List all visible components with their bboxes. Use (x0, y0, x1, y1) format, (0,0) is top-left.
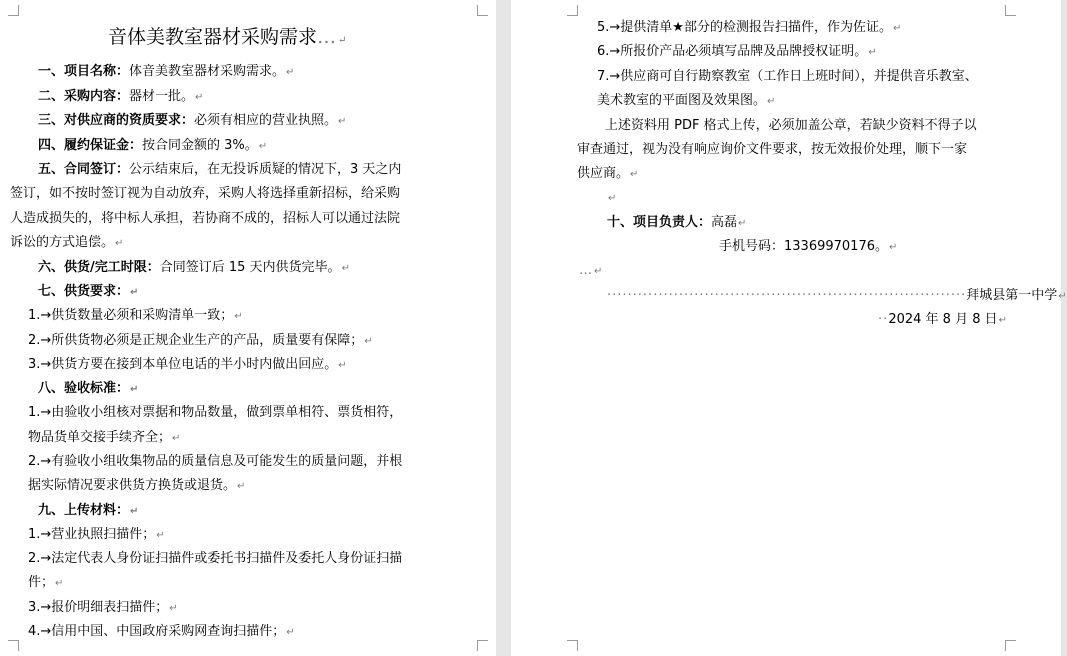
line-text: 1.→供货数量必须和采购清单一致； (28, 308, 234, 323)
delivery-requirement-3[interactable] (28, 353, 347, 378)
document-title[interactable] (108, 22, 346, 56)
document-page-left[interactable] (0, 0, 496, 656)
upload-material-1[interactable] (28, 523, 165, 548)
paragraph-mark-icon: ↵ (767, 96, 776, 107)
document-page-right[interactable] (511, 0, 1067, 656)
line-text: 4.→信用中国、中国政府采购网查询扫描件； (28, 624, 286, 639)
section-heading-upload-materials[interactable] (38, 499, 138, 524)
line-text: 5.→提供清单★部分的检测报告扫描件，作为佐证。 (597, 20, 892, 35)
upload-material-2-cont[interactable] (28, 571, 63, 596)
tab-leader: ·· (878, 312, 889, 327)
paragraph-mark-icon: ↵ (130, 384, 139, 395)
item-performance-bond[interactable] (38, 134, 267, 159)
upload-material-7-cont[interactable] (597, 89, 775, 114)
paragraph-mark-icon: ↵ (286, 67, 295, 78)
paragraph-mark-icon: ↵ (169, 603, 178, 614)
section-heading-acceptance-criteria[interactable] (38, 377, 138, 402)
paragraph-mark-icon: ↵ (286, 627, 295, 638)
paragraph-mark-icon: ↵ (341, 263, 350, 274)
delivery-requirement-1[interactable] (28, 304, 243, 329)
margin-marker-top-left (567, 5, 578, 16)
acceptance-criterion-2[interactable]: 2.→有验收小组收集物品的质量信息及可能发生的质量问题，并根 (28, 454, 403, 469)
paragraph-mark-icon: ↵ (868, 47, 877, 58)
upload-material-3[interactable] (28, 596, 178, 621)
org-text: 拜城县第一中学 (966, 288, 1058, 303)
paragraph-mark-icon: ↵ (234, 311, 243, 322)
paragraph-mark-icon: ↵ (338, 360, 347, 371)
acceptance-criterion-2-cont[interactable] (28, 474, 245, 499)
paragraph-mark-icon: ↵ (130, 506, 139, 517)
line-text: 1.→营业执照扫描件； (28, 527, 156, 542)
paragraph-mark-icon: ↵ (998, 315, 1007, 326)
upload-note-line-1[interactable]: 上述资料用 PDF 格式上传，必须加盖公章，若缺少资料不得子以 (605, 118, 977, 133)
empty-paragraph[interactable] (607, 186, 616, 211)
upload-material-5[interactable] (597, 16, 901, 41)
item-supplier-qualification[interactable] (38, 109, 346, 134)
dots-text: … (579, 263, 593, 278)
line-text: 手机号码：13369970176。 (719, 239, 888, 254)
item-heading: 三、对供应商的资质要求： (38, 113, 195, 128)
paragraph-mark-icon: ↵ (1058, 291, 1067, 302)
item-project-name[interactable] (38, 60, 294, 85)
item-heading: 一、项目名称： (38, 64, 130, 79)
item-text: 高磊 (711, 215, 738, 230)
item-text: 按合同金额的 3%。 (142, 138, 258, 153)
paragraph-mark-icon: ↵ (888, 242, 898, 253)
paragraph-mark-icon: ↵ (338, 116, 347, 127)
line-text: 3.→报价明细表扫描件； (28, 600, 169, 615)
heading-text: 九、上传材料： (38, 503, 130, 518)
item-text: 必须有相应的营业执照。 (194, 113, 338, 128)
heading-text: 八、验收标准： (38, 381, 130, 396)
item-text: 合同签订后 15 天内供货完毕。 (159, 260, 341, 275)
contract-signing-line-2[interactable]: 签订，如不按时签订视为自动放弃，采购人将选择重新招标，给采购 (10, 186, 401, 201)
line-text: 2.→所供货物必须是正规企业生产的产品，质量要有保障； (28, 333, 364, 348)
margin-marker-bottom-right (477, 640, 488, 651)
item-text: 公示结束后，在无投诉质疑的情况下，3 天之内 (129, 162, 402, 177)
delivery-requirement-2[interactable] (28, 329, 373, 354)
line-text: 供应商。 (577, 166, 630, 181)
line-text: 据实际情况要求供货方换货或退货。 (28, 478, 237, 493)
margin-marker-bottom-right (1005, 640, 1016, 651)
margin-marker-bottom-left (8, 640, 19, 651)
paragraph-mark-icon: ↵ (55, 578, 64, 589)
date-text: 2024 年 8 月 8 日 (888, 312, 998, 327)
item-heading: 十、项目负责人： (607, 215, 712, 230)
line-text: 6.→所报价产品必须填写品牌及品牌授权证明。 (597, 44, 868, 59)
line-text: 诉讼的方式追偿。 (10, 235, 115, 250)
item-heading: 六、供货/完工时限： (38, 260, 160, 275)
upload-note-line-3[interactable] (577, 162, 638, 187)
item-heading: 四、履约保证金： (38, 138, 143, 153)
margin-marker-top-right (477, 5, 488, 16)
page-gap (496, 0, 511, 656)
paragraph-mark-icon: ↵ (364, 336, 373, 347)
contact-phone[interactable] (719, 235, 897, 260)
margin-marker-top-left (8, 5, 19, 16)
item-text: 体音美教室器材采购需求。 (129, 64, 286, 79)
upload-material-6[interactable] (597, 40, 877, 65)
paragraph-mark-icon: ↵ (172, 433, 181, 444)
acceptance-criterion-1-cont[interactable] (28, 426, 180, 451)
paragraph-mark-icon: ↵ (892, 23, 902, 34)
upload-note-line-2[interactable]: 审查通过，视为没有响应询价文件要求，按无效报价处理，顺下一家 (577, 142, 968, 157)
item-procurement-content[interactable] (38, 85, 203, 110)
title-trail: … (317, 26, 338, 48)
paragraph-mark-icon: ↵ (630, 169, 639, 180)
item-heading: 二、采购内容： (38, 89, 130, 104)
line-text: 3.→供货方要在接到本单位电话的半小时内做出回应。 (28, 357, 338, 372)
title-text: 音体美教室器材采购需求 (108, 26, 318, 48)
paragraph-mark-icon: ↵ (258, 141, 268, 152)
tab-leader: ······································································ (607, 288, 967, 303)
paragraph-mark-icon: ↵ (338, 35, 347, 46)
upload-material-2[interactable]: 2.→法定代表人身份证扫描件或委托书扫描件及委托人身份证扫描 (28, 551, 403, 566)
margin-marker-top-right (1005, 5, 1016, 16)
paragraph-mark-icon: ↵ (608, 193, 617, 204)
contract-signing-line-3[interactable]: 人造成损失的，将中标人承担，若协商不成的，招标人可以通过法院 (10, 211, 401, 226)
acceptance-criterion-1[interactable]: 1.→由验收小组核对票据和物品数量，做到票单相符、票货相符， (28, 405, 403, 420)
empty-dotted-paragraph[interactable] (579, 259, 603, 284)
paragraph-mark-icon: ↵ (156, 530, 165, 541)
paragraph-mark-icon: ↵ (195, 92, 204, 103)
heading-text: 七、供货要求： (38, 284, 130, 299)
line-text: 物品货单交接手续齐全； (28, 430, 172, 445)
item-text: 器材一批。 (129, 89, 195, 104)
signature-date[interactable] (607, 308, 1007, 333)
paragraph-mark-icon: ↵ (237, 481, 246, 492)
section-heading-delivery-requirements[interactable] (38, 280, 138, 305)
signature-organization[interactable] (607, 284, 1067, 309)
paragraph-mark-icon: ↵ (594, 266, 604, 277)
item-project-lead[interactable] (607, 211, 746, 236)
item-contract-signing[interactable] (38, 158, 401, 182)
paragraph-mark-icon: ↵ (130, 287, 139, 298)
item-heading: 五、合同签订： (38, 162, 130, 177)
line-text: 件； (28, 575, 55, 590)
item-delivery-deadline[interactable] (38, 256, 350, 281)
line-text: 美术教室的平面图及效果图。 (597, 93, 767, 108)
paragraph-mark-icon: ↵ (115, 238, 124, 249)
margin-marker-bottom-left (567, 640, 578, 651)
contract-signing-line-4[interactable] (10, 231, 123, 256)
upload-material-4[interactable] (28, 620, 295, 645)
upload-material-7[interactable]: 7.→供应商可自行勘察教室（工作日上班时间），并提供音乐教室、 (597, 69, 978, 84)
paragraph-mark-icon: ↵ (738, 218, 747, 229)
